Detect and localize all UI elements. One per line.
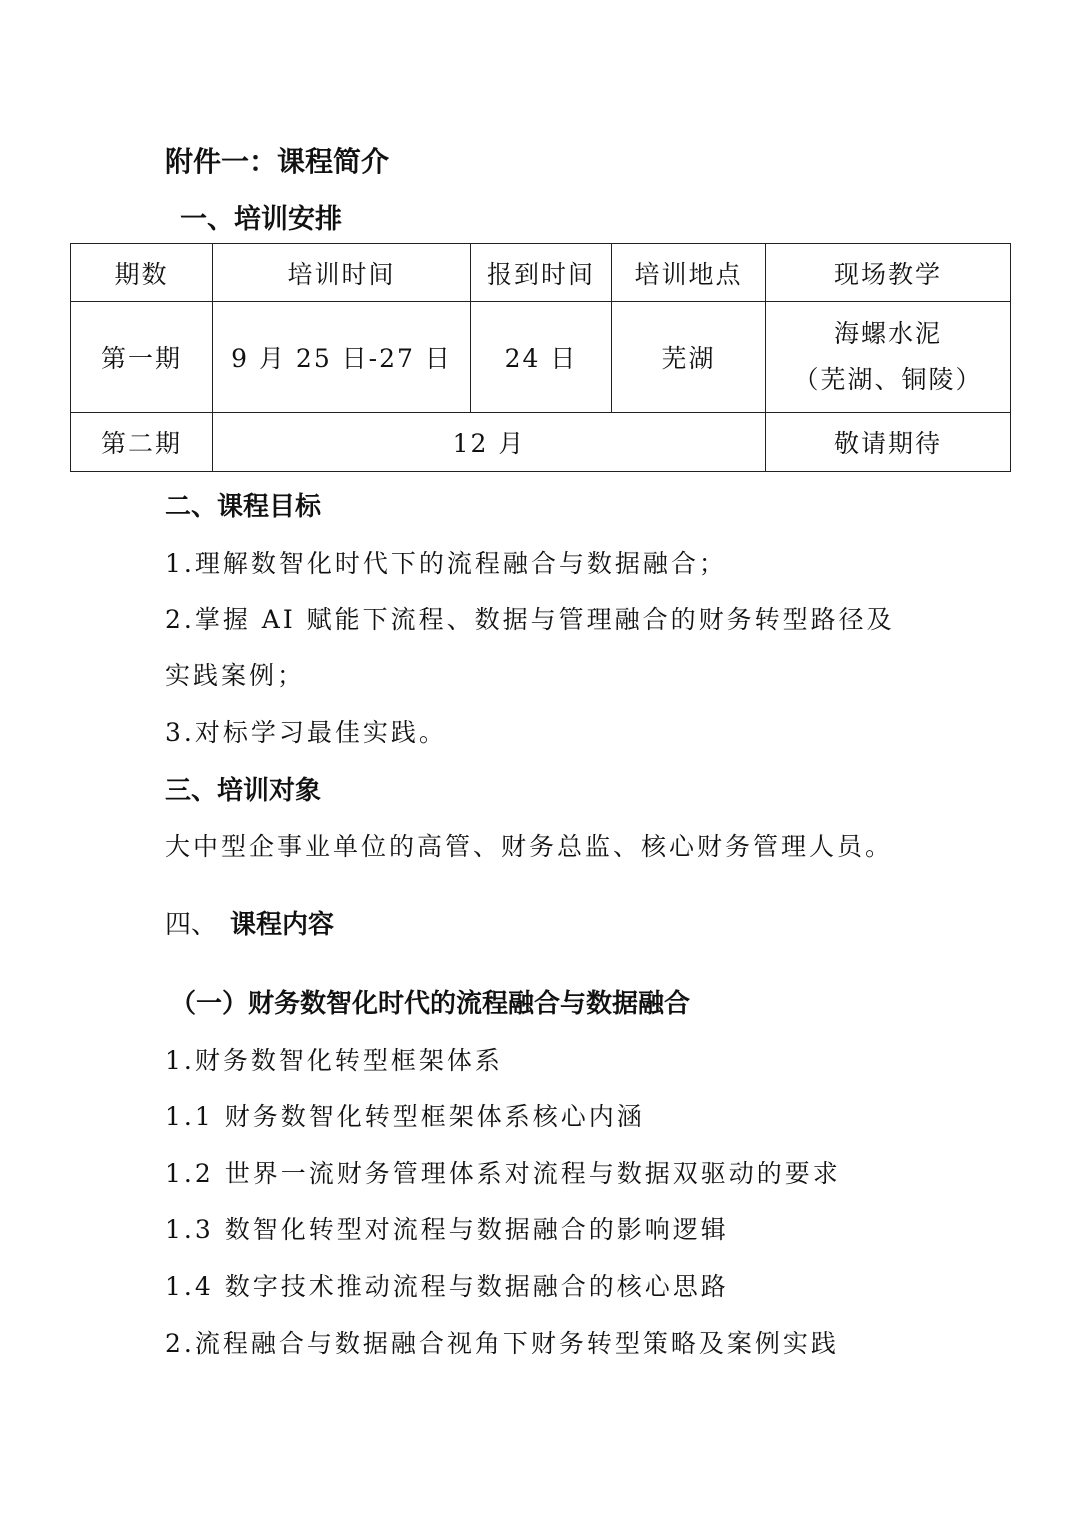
table-header-cell: 报到时间 <box>471 244 612 302</box>
table-header-row <box>71 244 1011 302</box>
content-item: 1.4 数字技术推动流程与数据融合的核心思路 <box>165 1272 729 1301</box>
subheading: （一）财务数智化时代的流程融合与数据融合 <box>170 989 691 1019</box>
location-cell: 芜湖 <box>612 302 766 413</box>
goal-item: 2.掌握 AI 赋能下流程、数据与管理融合的财务转型路径及 <box>165 605 895 634</box>
content-item: 1.2 世界一流财务管理体系对流程与数据双驱动的要求 <box>165 1159 841 1188</box>
content-item: 1.财务数智化转型框架体系 <box>165 1046 503 1075</box>
table-row <box>71 413 1011 472</box>
training-time-cell: 9 月 25 日-27 日 <box>213 302 471 413</box>
section-heading-prefix: 四、 <box>165 910 218 940</box>
content-item: 1.1 财务数智化转型框架体系核心内涵 <box>165 1102 645 1131</box>
time-cell: 12 月 <box>213 413 766 472</box>
checkin-time-cell: 24 日 <box>471 302 612 413</box>
section-heading-training-schedule: 一、培训安排 <box>180 204 342 235</box>
table-header-cell: 培训时间 <box>213 244 471 302</box>
goal-item: 1.理解数智化时代下的流程融合与数据融合； <box>165 549 727 578</box>
table-row <box>71 302 1011 413</box>
table-header-cell: 现场教学 <box>766 244 1011 302</box>
section-heading-target-audience: 三、培训对象 <box>165 776 322 806</box>
goal-item-continuation: 实践案例； <box>165 661 306 690</box>
page-title: 附件一：课程简介 <box>165 145 390 178</box>
site-visit-cell: 敬请期待 <box>766 413 1011 472</box>
content-item: 2.流程融合与数据融合视角下财务转型策略及案例实践 <box>165 1329 839 1358</box>
section-heading-course-content: 课程内容 <box>230 910 335 940</box>
site-visit-places: （芜湖、铜陵） <box>793 365 983 394</box>
period-cell: 第二期 <box>71 413 213 472</box>
period-cell: 第一期 <box>71 302 213 413</box>
table-header-cell: 培训地点 <box>612 244 766 302</box>
site-visit-cell <box>766 302 1011 413</box>
section-heading-course-goals: 二、课程目标 <box>165 492 322 522</box>
schedule-table <box>70 243 1011 472</box>
audience-text: 大中型企事业单位的高管、财务总监、核心财务管理人员。 <box>165 832 894 861</box>
goal-item: 3.对标学习最佳实践。 <box>165 718 447 747</box>
table-header-cell: 期数 <box>71 244 213 302</box>
site-visit-name: 海螺水泥 <box>833 319 942 348</box>
content-item: 1.3 数智化转型对流程与数据融合的影响逻辑 <box>165 1215 729 1244</box>
